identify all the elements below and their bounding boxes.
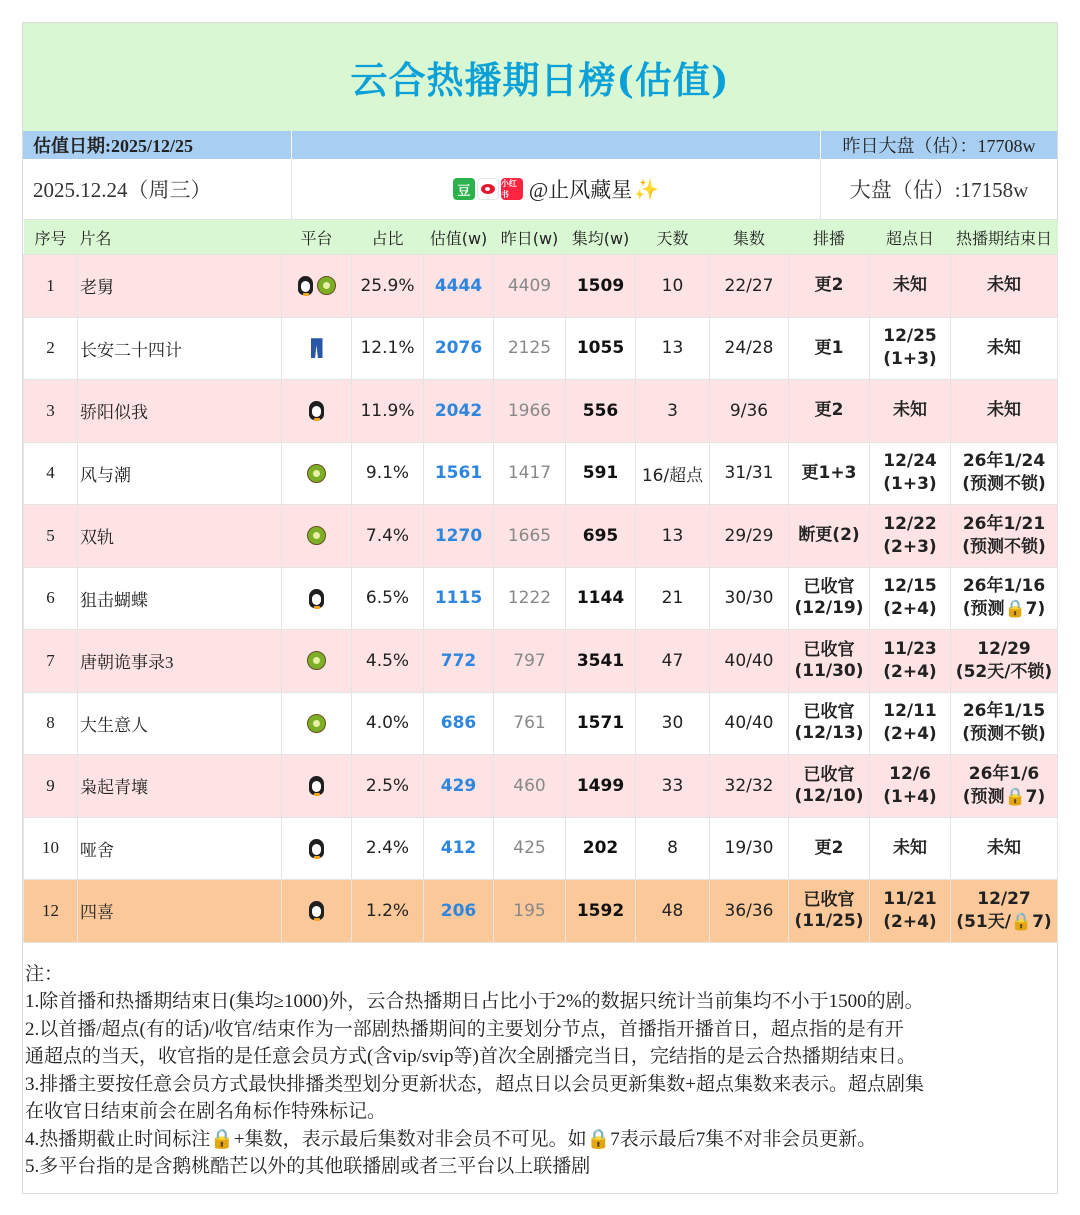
note-line: 在收官日结束前会在剧名角标作特殊标记。 xyxy=(25,1101,387,1122)
schedule-cell-line: 更1 xyxy=(814,337,844,358)
end-day-cell-line: 26年1/15 xyxy=(962,701,1046,722)
rank-cell: 8 xyxy=(24,692,78,755)
penguin-icon xyxy=(309,839,324,858)
schedule-cell-line: (12/10) xyxy=(794,785,864,806)
table-row xyxy=(24,255,1058,318)
share-cell: 7.4% xyxy=(352,505,424,568)
schedule-cell-line: 更1+3 xyxy=(801,462,857,483)
schedule-cell xyxy=(789,380,870,443)
ranking-table xyxy=(23,220,1058,943)
estimate-cell: 1561 xyxy=(424,442,494,505)
share-cell: 11.9% xyxy=(352,380,424,443)
end-day-cell-line: 未知 xyxy=(987,337,1021,358)
days-cell: 10 xyxy=(636,255,710,318)
days-cell: 47 xyxy=(636,630,710,693)
table-row xyxy=(24,567,1058,630)
jeans-icon xyxy=(311,338,323,358)
yesterday-total: 昨日大盘（估）：17708w xyxy=(842,136,1036,156)
kiwi-icon xyxy=(307,526,326,545)
hot-day-cell-line: 未知 xyxy=(893,837,927,858)
estimate-cell: 686 xyxy=(424,692,494,755)
end-day-cell-line: (52天/不锁) xyxy=(955,661,1053,682)
column-header-rank: 序号 xyxy=(24,220,78,255)
hot-day-cell xyxy=(870,630,951,693)
yesterday-cell: 2125 xyxy=(494,317,566,380)
table-row xyxy=(24,505,1058,568)
end-day-cell xyxy=(951,692,1058,755)
schedule-cell-line: 更2 xyxy=(814,400,844,421)
penguin-icon xyxy=(298,276,313,295)
schedule-cell xyxy=(789,317,870,380)
note-line: 4.热播期截止时间标注🔒+集数，表示最后集数对非会员不可见。如🔒7表示最后7集不对非会员更新。 xyxy=(25,1128,877,1150)
title-cell: 双轨 xyxy=(78,505,282,568)
schedule-cell-line: 更2 xyxy=(814,275,844,296)
yesterday-cell: 4409 xyxy=(494,255,566,318)
share-cell: 25.9% xyxy=(352,255,424,318)
hot-day-cell xyxy=(870,442,951,505)
avg-cell: 556 xyxy=(566,380,636,443)
platform-cell xyxy=(282,692,352,755)
table-header xyxy=(24,220,1058,255)
hot-day-cell-line: 12/15 xyxy=(883,576,937,597)
penguin-icon xyxy=(309,776,324,795)
end-day-cell-line: (预测不锁) xyxy=(962,724,1046,745)
hot-day-cell-line: (1+3) xyxy=(883,349,937,370)
episodes-cell: 9/36 xyxy=(710,380,789,443)
hot-day-cell-line: 11/21 xyxy=(883,888,937,909)
schedule-cell-line: (12/19) xyxy=(794,598,864,619)
estimate-cell: 2076 xyxy=(424,317,494,380)
rank-cell: 6 xyxy=(24,567,78,630)
schedule-cell xyxy=(789,755,870,818)
end-day-cell-line: (预测🔒7) xyxy=(962,786,1046,807)
end-day-cell-line: (51天/🔒7) xyxy=(956,911,1052,932)
estimate-cell: 1115 xyxy=(424,567,494,630)
note-line: 1.除首播和热播期结束日(集均≥1000)外，云合热播期日占比小于2%的数据只统计当前集均不小于1500的剧。 xyxy=(25,991,924,1012)
hot-day-cell-line: 12/25 xyxy=(883,326,937,347)
schedule-cell xyxy=(789,817,870,880)
author-handle: @止风藏星 xyxy=(528,178,633,202)
estimate-cell: 412 xyxy=(424,817,494,880)
schedule-cell-line: 已收官 xyxy=(803,577,855,598)
hot-day-cell xyxy=(870,817,951,880)
column-header-days: 天数 xyxy=(636,220,710,255)
info-bar-spacer xyxy=(292,131,821,159)
table-row xyxy=(24,692,1058,755)
platform-cell xyxy=(282,442,352,505)
column-header-avg: 集均(w) xyxy=(566,220,636,255)
hot-day-cell-line: (2+4) xyxy=(883,724,937,745)
days-cell: 3 xyxy=(636,380,710,443)
share-cell: 12.1% xyxy=(352,317,424,380)
kiwi-icon xyxy=(307,651,326,670)
avg-cell: 1055 xyxy=(566,317,636,380)
platform-cell xyxy=(282,380,352,443)
end-day-cell xyxy=(951,255,1058,318)
note-line: 5.多平台指的是含鹅桃酷芒以外的其他联播剧或者三平台以上联播剧 xyxy=(25,1156,591,1177)
info-bar xyxy=(23,131,1057,159)
schedule-cell-line: (11/30) xyxy=(794,660,864,681)
schedule-cell xyxy=(789,692,870,755)
hot-day-cell-line: 12/22 xyxy=(883,513,937,534)
share-cell: 2.4% xyxy=(352,817,424,880)
table-row xyxy=(24,755,1058,818)
end-day-cell xyxy=(951,755,1058,818)
column-header-estimate: 估值(w) xyxy=(424,220,494,255)
yesterday-cell: 460 xyxy=(494,755,566,818)
platform-cell xyxy=(282,880,352,943)
title-cell: 四喜 xyxy=(78,880,282,943)
days-cell: 30 xyxy=(636,692,710,755)
avg-cell: 695 xyxy=(566,505,636,568)
share-cell: 2.5% xyxy=(352,755,424,818)
title-cell: 长安二十四计 xyxy=(78,317,282,380)
kiwi-icon xyxy=(307,714,326,733)
rank-cell: 1 xyxy=(24,255,78,318)
rank-cell: 5 xyxy=(24,505,78,568)
title-cell: 大生意人 xyxy=(78,692,282,755)
platform-cell xyxy=(282,505,352,568)
days-cell: 48 xyxy=(636,880,710,943)
title-cell: 骄阳似我 xyxy=(78,380,282,443)
hot-day-cell-line: (1+3) xyxy=(883,474,937,495)
hot-day-cell-line: 12/11 xyxy=(883,701,937,722)
schedule-cell-line: (12/13) xyxy=(794,723,864,744)
schedule-cell xyxy=(789,567,870,630)
douban-icon: 豆 xyxy=(453,178,475,200)
avg-cell: 202 xyxy=(566,817,636,880)
title-cell: 哑舍 xyxy=(78,817,282,880)
yesterday-cell: 195 xyxy=(494,880,566,943)
rank-cell: 12 xyxy=(24,880,78,943)
end-day-cell-line: 26年1/24 xyxy=(962,451,1046,472)
end-day-cell-line: 12/27 xyxy=(977,888,1031,909)
sparkle-icon: ✨ xyxy=(634,178,660,201)
share-cell: 4.0% xyxy=(352,692,424,755)
hot-day-cell xyxy=(870,880,951,943)
avg-cell: 3541 xyxy=(566,630,636,693)
title-cell: 风与潮 xyxy=(78,442,282,505)
table-row xyxy=(24,880,1058,943)
xiaohongshu-icon: 小红书 xyxy=(501,178,523,200)
rank-cell: 2 xyxy=(24,317,78,380)
ranking-sheet xyxy=(22,22,1058,1194)
hot-day-cell xyxy=(870,692,951,755)
episodes-cell: 30/30 xyxy=(710,567,789,630)
end-day-cell xyxy=(951,817,1058,880)
end-day-cell-line: 26年1/16 xyxy=(962,576,1046,597)
end-day-cell-line: 26年1/21 xyxy=(962,513,1046,534)
end-day-cell-line: 26年1/6 xyxy=(968,763,1040,784)
episodes-cell: 40/40 xyxy=(710,692,789,755)
share-cell: 6.5% xyxy=(352,567,424,630)
schedule-cell-line: 断更(2) xyxy=(798,525,860,546)
episodes-cell: 40/40 xyxy=(710,630,789,693)
hot-day-cell xyxy=(870,567,951,630)
hot-day-cell-line: 12/6 xyxy=(889,763,931,784)
table-row xyxy=(24,317,1058,380)
estimate-cell: 772 xyxy=(424,630,494,693)
episodes-cell: 36/36 xyxy=(710,880,789,943)
days-cell: 13 xyxy=(636,317,710,380)
episodes-cell: 29/29 xyxy=(710,505,789,568)
column-header-episodes: 集数 xyxy=(710,220,789,255)
hot-day-cell-line: (2+4) xyxy=(883,661,937,682)
yesterday-cell: 761 xyxy=(494,692,566,755)
platform-cell xyxy=(282,755,352,818)
platform-cell xyxy=(282,567,352,630)
days-cell: 13 xyxy=(636,505,710,568)
schedule-cell-line: 已收官 xyxy=(803,889,855,910)
hot-day-cell-line: 未知 xyxy=(893,400,927,421)
note-line: 注： xyxy=(25,963,64,985)
end-day-cell-line: 12/29 xyxy=(977,638,1031,659)
end-day-cell-line: 未知 xyxy=(987,837,1021,858)
avg-cell: 1499 xyxy=(566,755,636,818)
avg-cell: 1571 xyxy=(566,692,636,755)
estimate-cell: 2042 xyxy=(424,380,494,443)
end-day-cell-line: (预测不锁) xyxy=(962,474,1046,495)
hot-day-cell-line: (2+4) xyxy=(883,599,937,620)
schedule-cell-line: 已收官 xyxy=(803,639,855,660)
share-cell: 1.2% xyxy=(352,880,424,943)
hot-day-cell xyxy=(870,255,951,318)
episodes-cell: 19/30 xyxy=(710,817,789,880)
penguin-icon xyxy=(309,401,324,420)
yesterday-cell: 797 xyxy=(494,630,566,693)
column-header-yesterday: 昨日(w) xyxy=(494,220,566,255)
penguin-icon xyxy=(309,901,324,920)
schedule-cell xyxy=(789,880,870,943)
total-market: 大盘（估）:17158w xyxy=(849,178,1029,202)
platform-cell xyxy=(282,817,352,880)
title-cell: 枭起青壤 xyxy=(78,755,282,818)
end-day-cell xyxy=(951,505,1058,568)
title-cell: 老舅 xyxy=(78,255,282,318)
hot-day-cell-line: (2+4) xyxy=(883,911,937,932)
schedule-cell-line: 已收官 xyxy=(803,702,855,723)
column-header-share: 占比 xyxy=(352,220,424,255)
days-cell: 8 xyxy=(636,817,710,880)
end-day-cell xyxy=(951,880,1058,943)
rank-cell: 4 xyxy=(24,442,78,505)
yesterday-cell: 1665 xyxy=(494,505,566,568)
schedule-cell-line: (11/25) xyxy=(794,910,864,931)
schedule-cell xyxy=(789,505,870,568)
rank-cell: 7 xyxy=(24,630,78,693)
schedule-cell xyxy=(789,630,870,693)
estimate-cell: 206 xyxy=(424,880,494,943)
episodes-cell: 31/31 xyxy=(710,442,789,505)
schedule-cell xyxy=(789,442,870,505)
platform-cell xyxy=(282,317,352,380)
note-line: 3.排播主要按任意会员方式最快排播类型划分更新状态，超点日以会员更新集数+超点集数来表示。超点剧集 xyxy=(25,1073,924,1095)
table-row xyxy=(24,817,1058,880)
end-day-cell-line: 未知 xyxy=(987,275,1021,296)
estimate-cell: 429 xyxy=(424,755,494,818)
share-cell: 9.1% xyxy=(352,442,424,505)
platform-cell xyxy=(282,255,352,318)
hot-day-cell xyxy=(870,755,951,818)
rank-cell: 9 xyxy=(24,755,78,818)
kiwi-icon xyxy=(317,276,336,295)
table-row xyxy=(24,442,1058,505)
days-cell: 33 xyxy=(636,755,710,818)
hot-day-cell xyxy=(870,505,951,568)
estimate-date: 估值日期:2025/12/25 xyxy=(23,131,292,159)
rank-cell: 10 xyxy=(24,817,78,880)
end-day-cell xyxy=(951,380,1058,443)
hot-day-cell-line: 12/24 xyxy=(883,451,937,472)
estimate-cell: 4444 xyxy=(424,255,494,318)
schedule-cell xyxy=(789,255,870,318)
end-day-cell xyxy=(951,567,1058,630)
end-day-cell-line: (预测不锁) xyxy=(962,536,1046,557)
column-header-name: 片名 xyxy=(78,220,282,255)
estimate-cell: 1270 xyxy=(424,505,494,568)
end-day-cell-line: 未知 xyxy=(987,400,1021,421)
schedule-cell-line: 更2 xyxy=(814,837,844,858)
note-line: 通超点的当天，收官指的是任意会员方式(含vip/svip等)首次全剧播完当日，完结指的是云合热播期结束日。 xyxy=(25,1046,916,1067)
column-header-hot-day: 超点日 xyxy=(870,220,951,255)
info-row xyxy=(23,159,1057,220)
hot-day-cell-line: (2+3) xyxy=(883,536,937,557)
days-cell: 21 xyxy=(636,567,710,630)
avg-cell: 1509 xyxy=(566,255,636,318)
column-header-platform: 平台 xyxy=(282,220,352,255)
platform-cell xyxy=(282,630,352,693)
hot-day-cell-line: 未知 xyxy=(893,275,927,296)
episodes-cell: 22/27 xyxy=(710,255,789,318)
hot-day-cell-line: (1+4) xyxy=(883,786,937,807)
table-row xyxy=(24,630,1058,693)
title-cell: 唐朝诡事录3 xyxy=(78,630,282,693)
avg-cell: 591 xyxy=(566,442,636,505)
kiwi-icon xyxy=(307,464,326,483)
date-line: 2025.12.24（周三） xyxy=(23,159,292,219)
avg-cell: 1144 xyxy=(566,567,636,630)
title-cell: 狙击蝴蝶 xyxy=(78,567,282,630)
rank-cell: 3 xyxy=(24,380,78,443)
weibo-icon xyxy=(477,178,499,200)
penguin-icon xyxy=(309,589,324,608)
episodes-cell: 24/28 xyxy=(710,317,789,380)
notes xyxy=(23,943,1057,1181)
yesterday-cell: 1222 xyxy=(494,567,566,630)
column-header-schedule: 排播 xyxy=(789,220,870,255)
hot-day-cell-line: 11/23 xyxy=(883,638,937,659)
author-credit xyxy=(292,159,821,219)
yesterday-cell: 1417 xyxy=(494,442,566,505)
end-day-cell xyxy=(951,442,1058,505)
avg-cell: 1592 xyxy=(566,880,636,943)
days-cell: 16/超点 xyxy=(636,442,710,505)
yesterday-cell: 1966 xyxy=(494,380,566,443)
schedule-cell-line: 已收官 xyxy=(803,764,855,785)
note-line: 2.以首播/超点(有的话)/收官/结束作为一部剧热播期间的主要划分节点，首播指开播首日，超点指的是有开 xyxy=(25,1018,904,1040)
hot-day-cell xyxy=(870,317,951,380)
column-header-end-day: 热播期结束日 xyxy=(951,220,1058,255)
table-row xyxy=(24,380,1058,443)
page-title: 云合热播期日榜(估值) xyxy=(350,58,730,102)
hot-day-cell xyxy=(870,380,951,443)
yesterday-cell: 425 xyxy=(494,817,566,880)
end-day-cell xyxy=(951,630,1058,693)
share-cell: 4.5% xyxy=(352,630,424,693)
table-body xyxy=(24,255,1058,943)
episodes-cell: 32/32 xyxy=(710,755,789,818)
end-day-cell xyxy=(951,317,1058,380)
title-band xyxy=(23,23,1057,131)
end-day-cell-line: (预测🔒7) xyxy=(962,599,1046,620)
